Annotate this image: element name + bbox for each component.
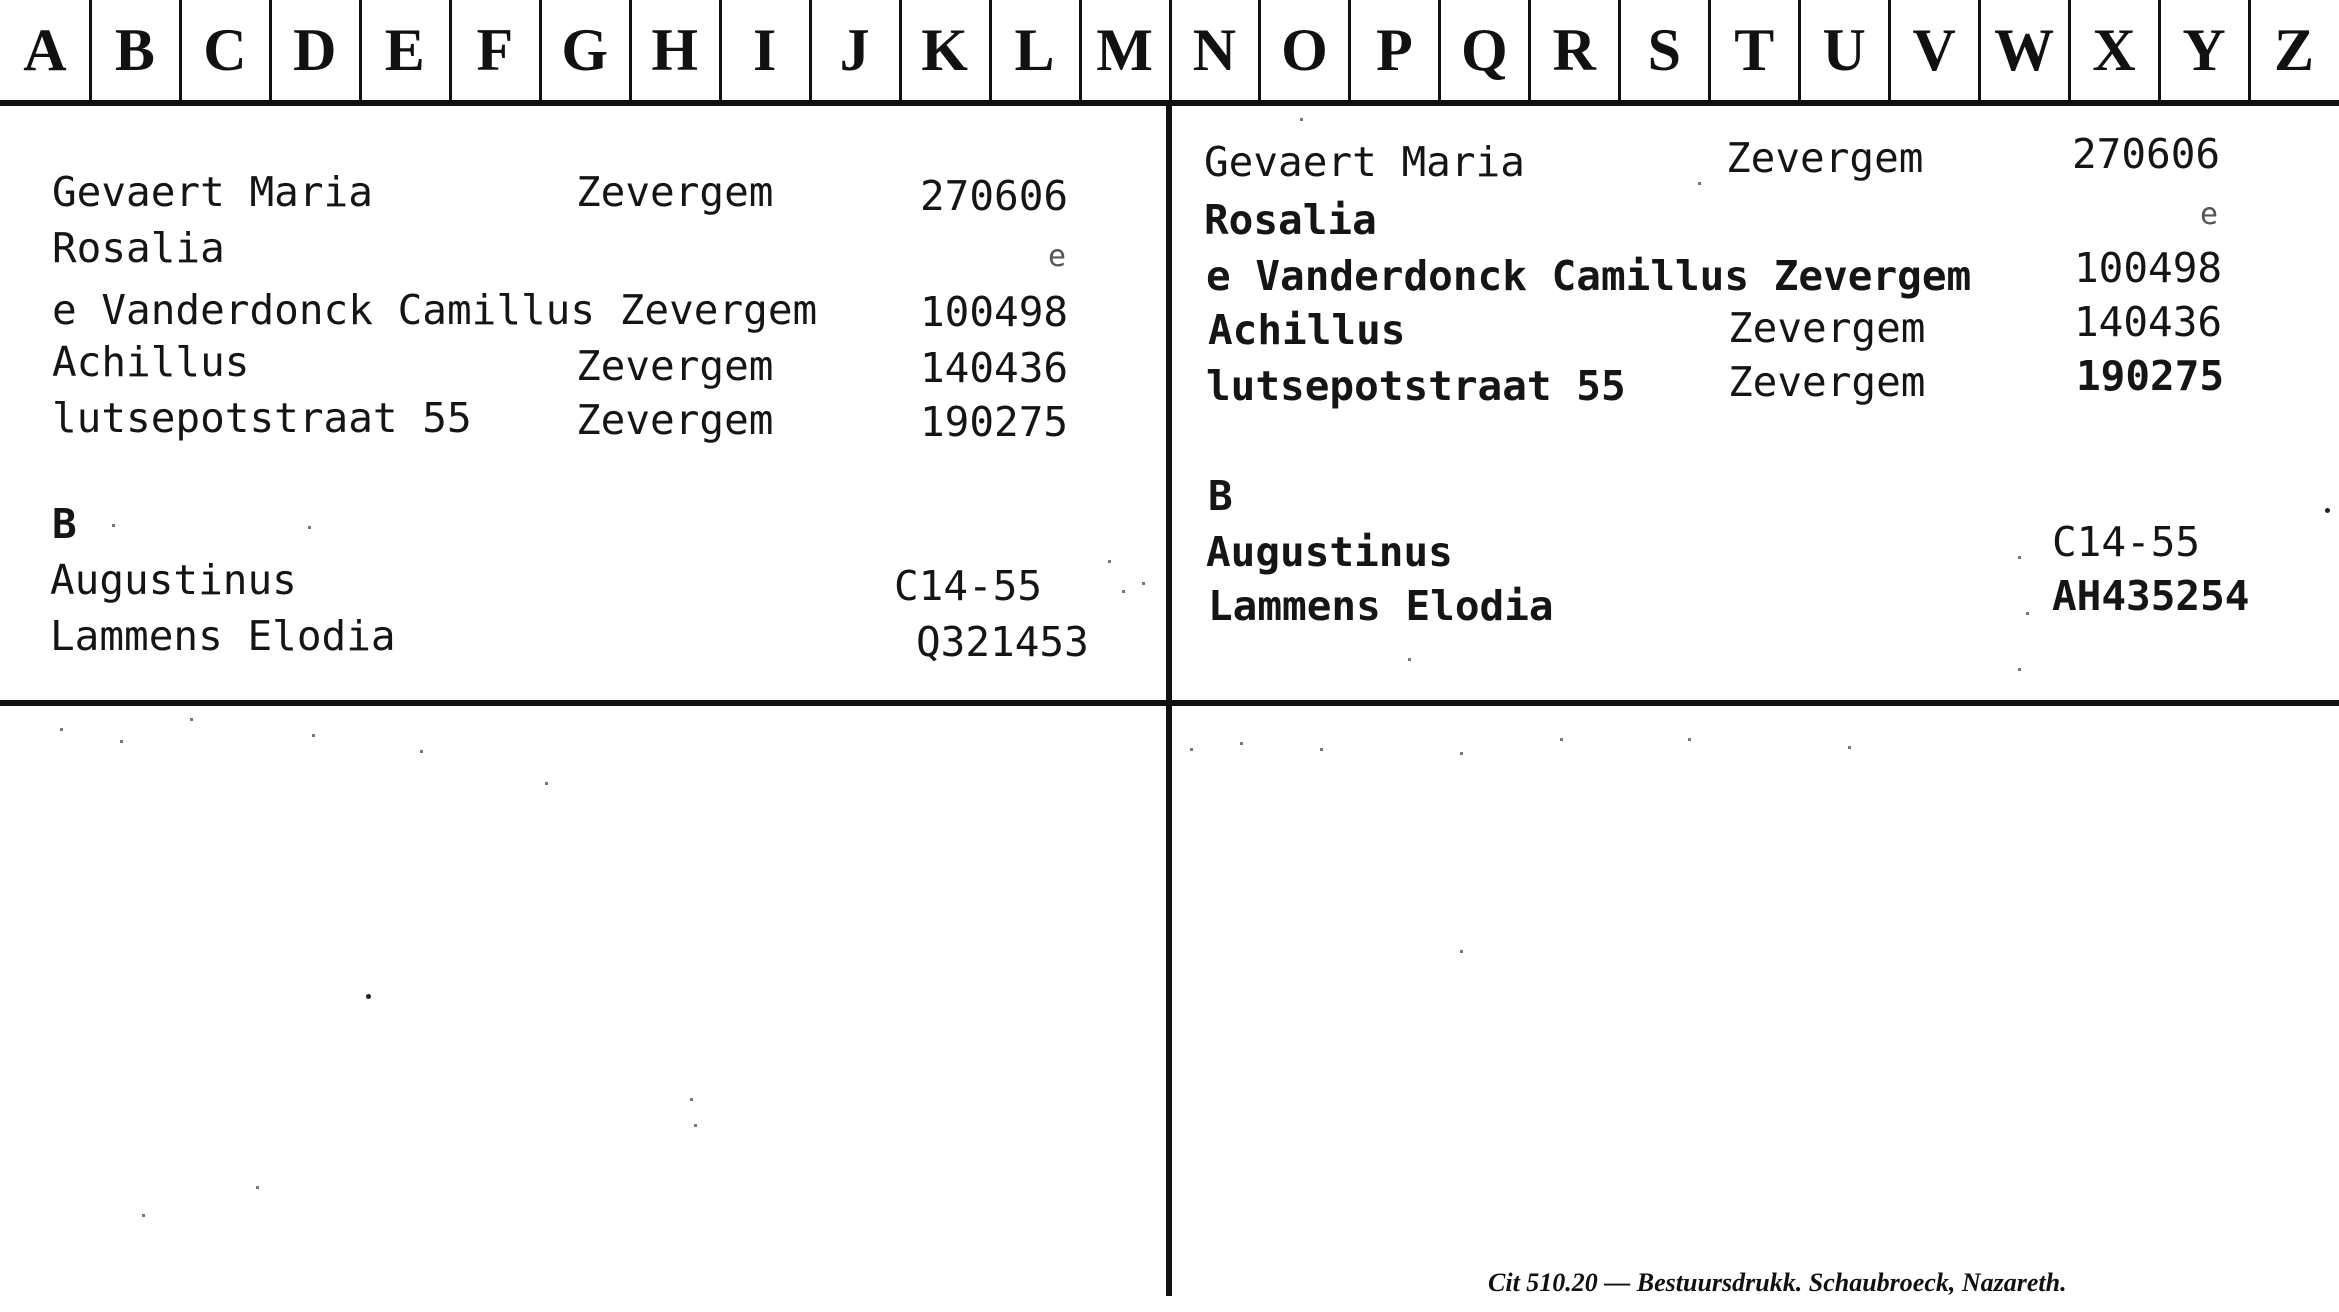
index-letter-y: Y — [2182, 17, 2226, 83]
index-letter-s: S — [1647, 17, 1681, 83]
right-place-4: Zevergem — [1728, 304, 1926, 352]
index-divider — [1438, 0, 1441, 100]
index-letter-t: T — [1734, 17, 1775, 83]
right-suffix-2: e — [2200, 197, 2219, 232]
right-marker: B — [1208, 472, 1233, 520]
left-date-1: 270606 — [920, 172, 1069, 220]
right-date-4: 140436 — [2074, 298, 2223, 346]
right-code-6: C14-55 — [2052, 518, 2201, 566]
index-letter-x: X — [2092, 17, 2136, 83]
left-name-7: Lammens Elodia — [50, 612, 396, 660]
index-divider — [1798, 0, 1801, 100]
right-date-5: 190275 — [2076, 352, 2225, 400]
index-divider — [1978, 0, 1981, 100]
index-divider — [1528, 0, 1531, 100]
left-code-6: C14-55 — [894, 562, 1043, 610]
center-divider — [1166, 100, 1172, 1296]
right-name-4: Achillus — [1208, 306, 1406, 354]
left-name-1: Gevaert Maria — [52, 168, 373, 216]
index-letter-a: A — [23, 17, 67, 83]
right-name-6: Augustinus — [1206, 528, 1453, 576]
index-divider — [179, 0, 182, 100]
index-divider — [719, 0, 722, 100]
index-letter-c: C — [203, 17, 247, 83]
index-letter-z: Z — [2273, 17, 2315, 83]
index-divider — [1888, 0, 1891, 100]
left-place-4: Zevergem — [576, 342, 774, 390]
index-letter-v: V — [1912, 17, 1956, 83]
left-name-2: Rosalia — [52, 224, 225, 272]
index-letter-k: K — [921, 17, 968, 83]
right-name-7: Lammens Elodia — [1208, 582, 1554, 630]
right-name-2: Rosalia — [1204, 196, 1377, 244]
left-code-7: Q321453 — [916, 618, 1089, 666]
index-divider — [2068, 0, 2071, 100]
index-letter-r: R — [1552, 17, 1596, 83]
printer-imprint: Cit 510.20 — Bestuursdrukk. Schaubroeck, Nazareth. — [1488, 1268, 2067, 1297]
index-letter-j: J — [839, 17, 870, 83]
left-date-3: 100498 — [920, 288, 1069, 336]
left-name-3: e Vanderdonck Camillus Zevergem — [52, 286, 818, 334]
index-divider — [539, 0, 542, 100]
index-divider — [1348, 0, 1351, 100]
right-date-3: 100498 — [2074, 244, 2223, 292]
index-divider — [449, 0, 452, 100]
left-date-5: 190275 — [920, 398, 1069, 446]
index-letter-h: H — [651, 17, 699, 83]
index-letter-g: G — [561, 17, 609, 83]
index-divider — [1618, 0, 1621, 100]
index-divider — [809, 0, 812, 100]
index-divider — [359, 0, 362, 100]
index-divider — [1258, 0, 1261, 100]
left-name-6: Augustinus — [50, 556, 297, 604]
index-divider — [1169, 0, 1172, 100]
index-divider — [2248, 0, 2251, 100]
right-place-5: Zevergem — [1728, 358, 1926, 406]
left-place-1: Zevergem — [576, 168, 774, 216]
index-letter-n: N — [1192, 17, 1237, 83]
index-letter-b: B — [114, 17, 155, 83]
index-divider — [2158, 0, 2161, 100]
right-code-7: AH435254 — [2052, 572, 2250, 620]
index-letter-q: Q — [1461, 17, 1508, 83]
left-name-4: Achillus — [52, 338, 250, 386]
right-name-5: lutsepotstraat 55 — [1206, 362, 1626, 410]
left-suffix-2: e — [1048, 239, 1067, 274]
index-letter-w: W — [1994, 17, 2055, 83]
right-date-1: 270606 — [2072, 130, 2221, 178]
index-letter-e: E — [384, 17, 425, 83]
index-letter-m: M — [1096, 17, 1153, 83]
left-place-5: Zevergem — [576, 396, 774, 444]
index-divider — [1708, 0, 1711, 100]
right-name-1: Gevaert Maria — [1204, 138, 1525, 186]
index-letter-o: O — [1281, 17, 1328, 83]
section-rule — [0, 700, 2339, 706]
index-letter-f: F — [476, 17, 514, 83]
index-divider — [1079, 0, 1082, 100]
index-letter-u: U — [1822, 17, 1866, 83]
index-divider — [629, 0, 632, 100]
index-divider — [269, 0, 272, 100]
index-divider — [899, 0, 902, 100]
right-name-3: e Vanderdonck Camillus Zevergem — [1206, 252, 1972, 300]
index-letter-d: D — [293, 17, 337, 83]
index-letter-l: L — [1014, 17, 1055, 83]
left-marker: B — [52, 500, 77, 548]
index-letter-i: I — [752, 17, 777, 83]
index-divider — [89, 0, 92, 100]
left-date-4: 140436 — [920, 344, 1069, 392]
left-name-5: lutsepotstraat 55 — [52, 394, 472, 442]
right-place-1: Zevergem — [1726, 134, 1924, 182]
index-divider — [989, 0, 992, 100]
index-letter-p: P — [1376, 17, 1413, 83]
alphabet-index-header — [0, 0, 2339, 100]
